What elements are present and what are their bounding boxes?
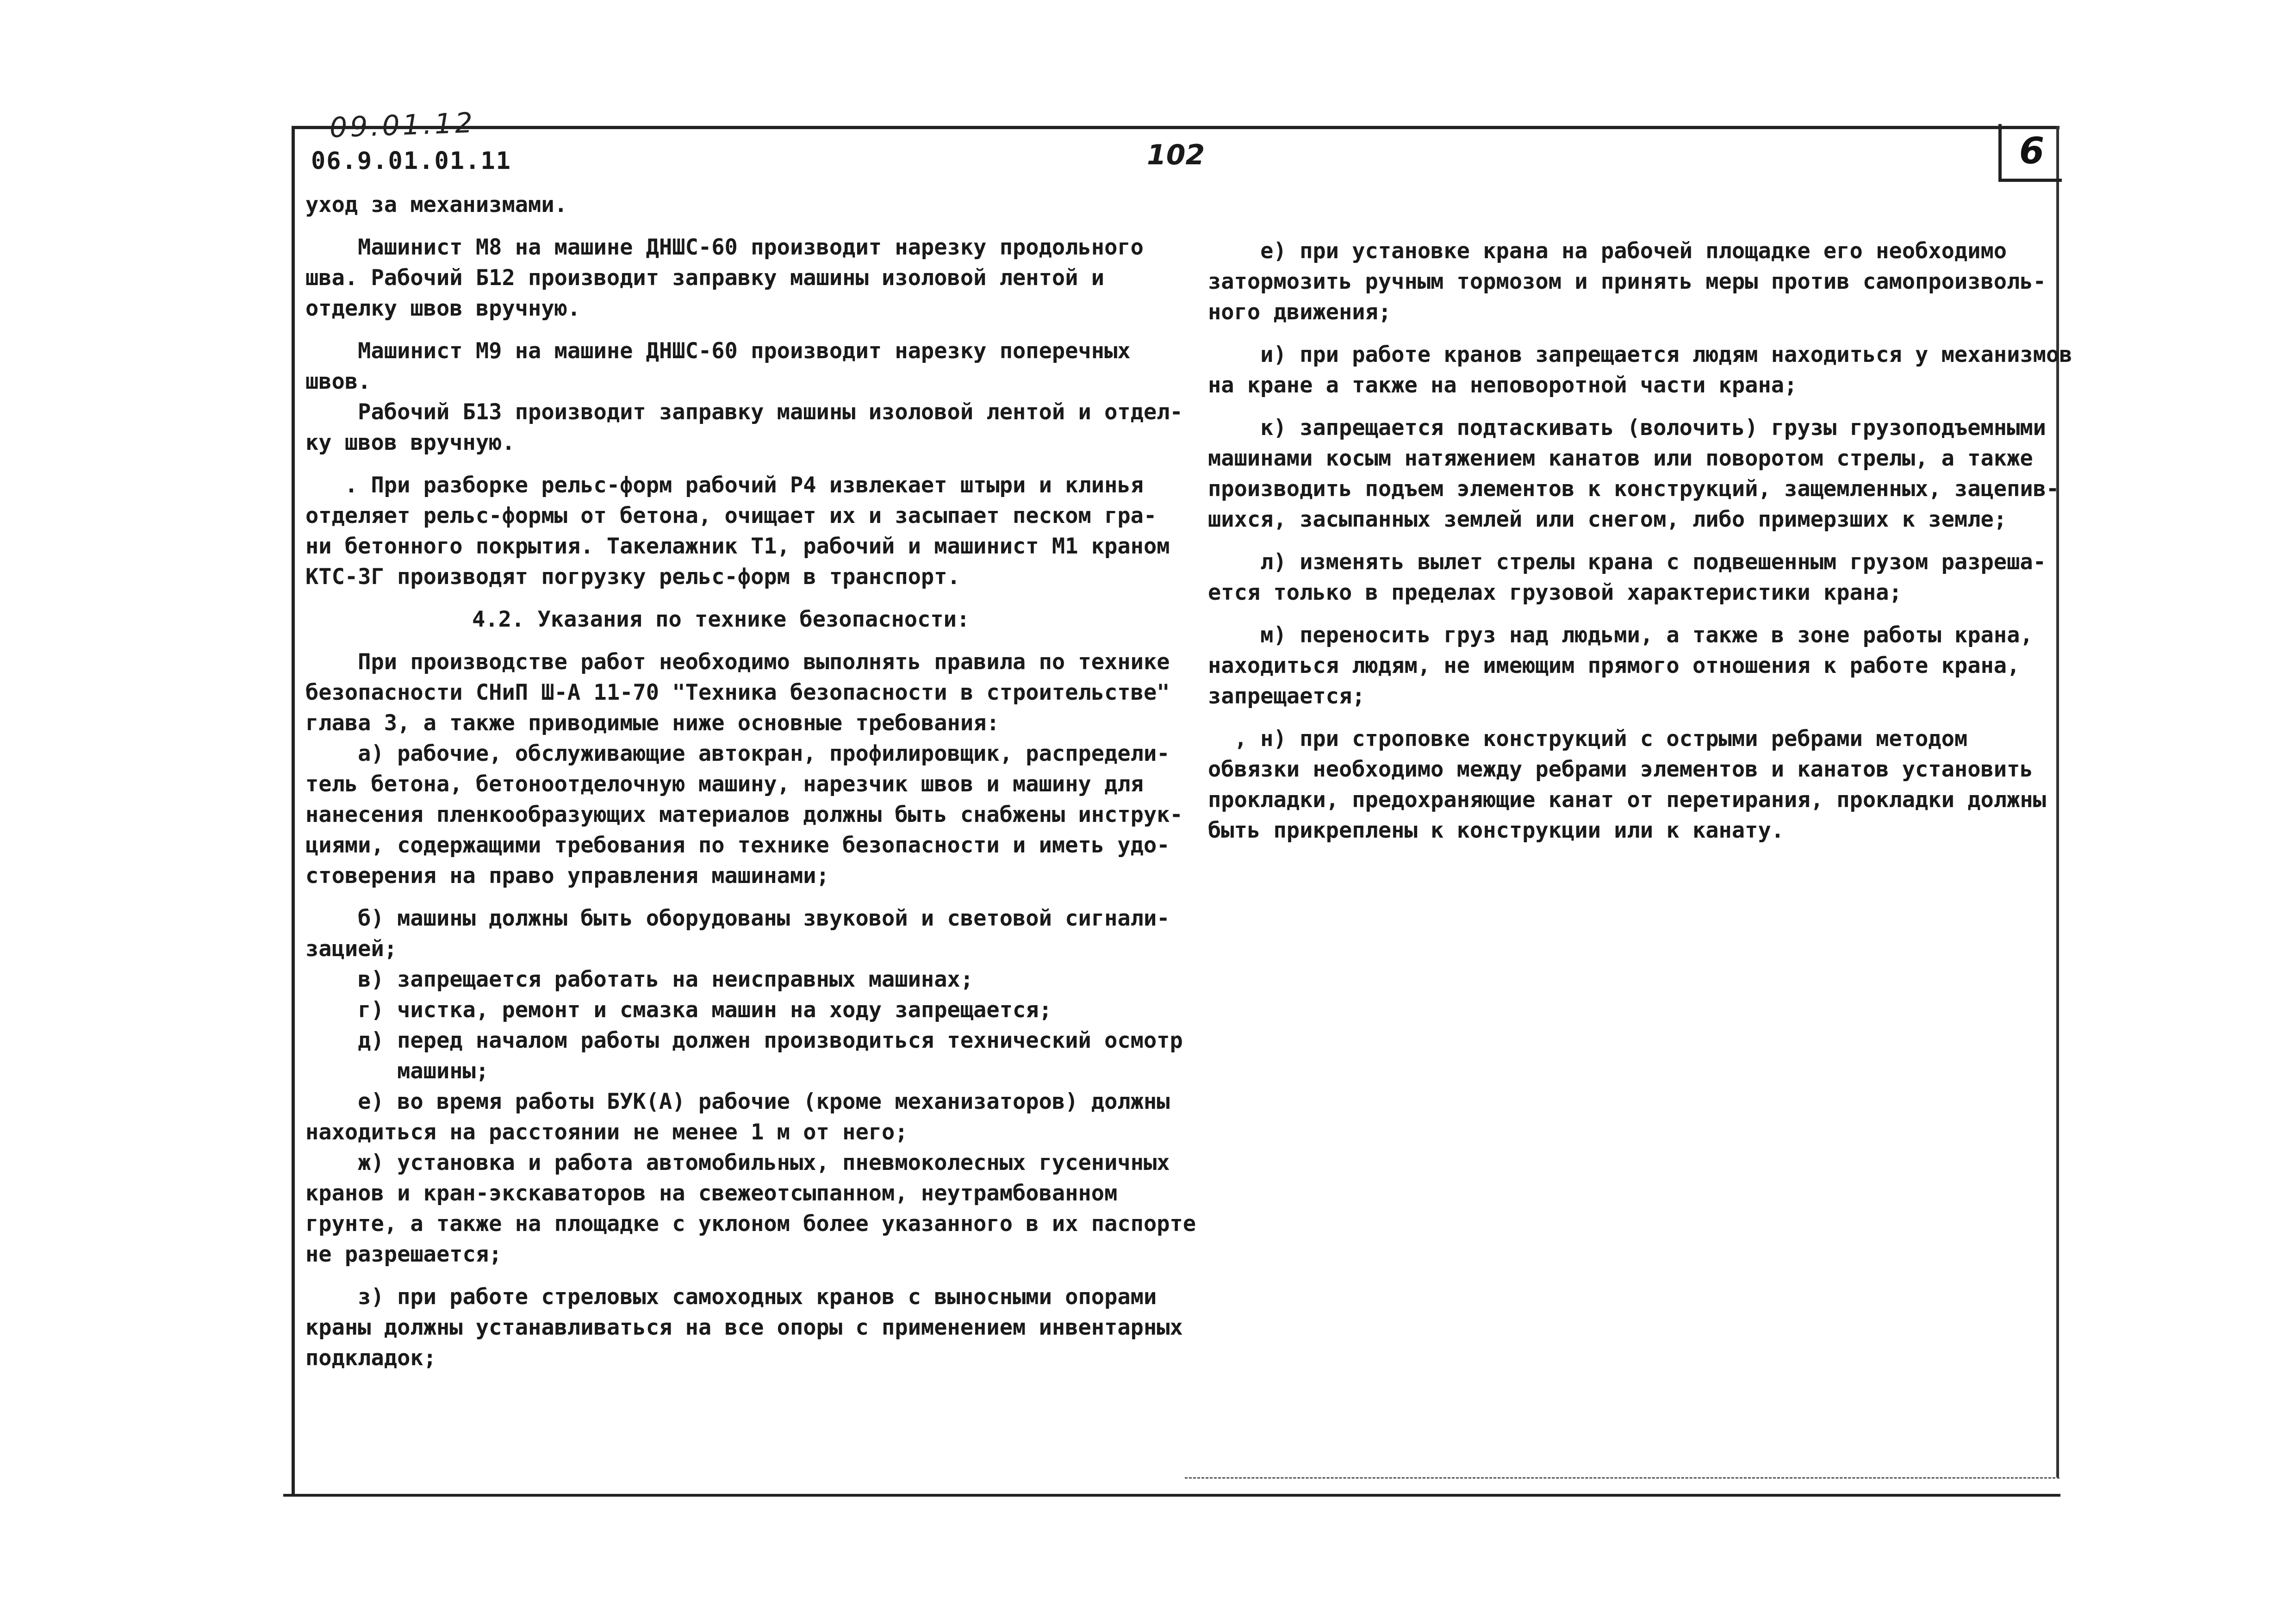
text-line: КТС-3Г производят погрузку рельс-форм в транспорт. <box>305 564 960 590</box>
text-line: а) рабочие, обслуживающие автокран, профилировщик, распредели- <box>305 741 1170 766</box>
text-line: отделяет рельс-формы от бетона, очищает их и засыпает песком гра- <box>305 503 1157 529</box>
text-line: ку швов вручную. <box>305 430 515 455</box>
text-line: прокладки, предохраняющие канат от перетирания, прокладки должны <box>1208 787 2046 813</box>
text-line: м) переносить груз над людьми, а также в зоне работы крана, <box>1208 622 2033 648</box>
text-line: краны должны устанавливаться на все опоры с применением инвентарных <box>305 1315 1183 1340</box>
paragraph-gap <box>1208 608 2055 620</box>
text-line: производить подъем элементов к конструкций, защемленных, зацепив- <box>1208 476 2060 502</box>
paragraph-gap <box>305 891 1185 903</box>
text-line: находиться на расстоянии не менее 1 м от него; <box>305 1119 908 1145</box>
paragraph-gap <box>305 1270 1185 1282</box>
text-line: ж) установка и работа автомобильных, пневмоколесных гусеничных <box>305 1150 1170 1175</box>
text-line: ется только в пределах грузовой характеристики крана; <box>1208 580 1902 605</box>
text-line: л) изменять вылет стрелы крана с подвешенным грузом разреша- <box>1208 549 2046 575</box>
frame-left-border <box>292 126 295 1496</box>
paragraph-gap <box>1208 401 2055 413</box>
text-line: машины; <box>305 1058 489 1084</box>
paragraph-gap <box>305 458 1185 470</box>
text-line: г) чистка, ремонт и смазка машин на ходу запрещается; <box>305 997 1052 1023</box>
text-line: уход за механизмами. <box>305 192 567 218</box>
sheet-number: 6 <box>2019 131 2045 172</box>
paragraph-gap <box>1208 328 2055 340</box>
right-text-column <box>1208 236 2072 846</box>
frame-right-border <box>2056 126 2059 1477</box>
text-line: быть прикреплены к конструкции или к канату. <box>1208 818 1785 843</box>
text-line: запрещается; <box>1208 684 1365 709</box>
text-line: грунте, а также на площадке с уклоном более указанного в их паспорте <box>305 1211 1196 1237</box>
text-line: глава 3, а также приводимые ниже основные требования: <box>305 710 1000 736</box>
text-line: шва. Рабочий Б12 производит заправку машины изоловой лентой и <box>305 265 1105 291</box>
paragraph-gap <box>305 592 1185 604</box>
frame-bottom-dashed-line <box>1185 1477 2060 1479</box>
paragraph-gap <box>305 635 1185 647</box>
paragraph-gap <box>305 324 1185 336</box>
left-text-column <box>305 190 1196 1374</box>
text-line: безопасности СНиП Ш-А 11-70 "Техника безопасности в строительстве" <box>305 680 1170 705</box>
document-code: 06.9.01.01.11 <box>311 147 511 175</box>
sheet-number-box <box>1998 124 2062 182</box>
paragraph-gap <box>305 220 1185 232</box>
text-line: Машинист М8 на машине ДНШС-60 производит нарезку продольного <box>305 235 1144 260</box>
text-line: е) во время работы БУК(А) рабочие (кроме механизаторов) должны <box>305 1089 1170 1114</box>
text-line: ни бетонного покрытия. Такелажник Т1, рабочий и машинист М1 краном <box>305 534 1170 559</box>
text-line: находиться людям, не имеющим прямого отношения к работе крана, <box>1208 653 2020 678</box>
text-line: машинами косым натяжением канатов или поворотом стрелы, а также <box>1208 446 2033 471</box>
text-line: , н) при строповке конструкций с острыми ребрами методом <box>1208 726 1968 752</box>
text-line: Машинист М9 на машине ДНШС-60 производит нарезку поперечных <box>305 338 1131 364</box>
text-line: тель бетона, бетоноотделочную машину, нарезчик швов и машину для <box>305 771 1144 797</box>
text-line: подкладок; <box>305 1345 436 1371</box>
text-line: и) при работе кранов запрещается людям находиться у механизмов <box>1208 342 2072 367</box>
text-line: ного движения; <box>1208 299 1392 325</box>
text-line: не разрешается; <box>305 1242 502 1267</box>
text-line: . При разборке рельс-форм рабочий Р4 извлекает штыри и клинья <box>305 473 1144 498</box>
section-heading: 4.2. Указания по технике безопасности: <box>472 607 970 632</box>
text-line: б) машины должны быть оборудованы звуковой и световой сигнали- <box>305 906 1170 931</box>
text-line: отделку швов вручную. <box>305 296 581 321</box>
text-line: зацией; <box>305 936 398 962</box>
text-line: д) перед началом работы должен производиться технический осмотр <box>305 1028 1183 1053</box>
text-line: нанесения пленкообразующих материалов должны быть снабжены инструк- <box>305 802 1183 827</box>
text-line: затормозить ручным тормозом и принять меры против самопроизволь- <box>1208 269 2046 294</box>
handwritten-code: 09.01.12 <box>329 106 476 144</box>
text-line: швов. <box>305 369 371 394</box>
text-line: на кране а также на неповоротной части крана; <box>1208 373 1798 398</box>
text-line: шихся, засыпанных землей или снегом, либо примерзших к земле; <box>1208 507 2007 532</box>
text-line: к) запрещается подтаскивать (волочить) грузы грузоподъемными <box>1208 415 2046 441</box>
text-line: При производстве работ необходимо выполнять правила по технике <box>305 649 1170 675</box>
text-line: кранов и кран-экскаваторов на свежеотсыпанном, неутрамбованном <box>305 1181 1118 1206</box>
text-line: з) при работе стреловых самоходных кранов с выносными опорами <box>305 1284 1157 1310</box>
text-line: стоверения на право управления машинами; <box>305 863 829 889</box>
text-line: е) при установке крана на рабочей площадке его необходимо <box>1208 238 2007 264</box>
frame-bottom-border <box>283 1494 2060 1497</box>
page-number: 102 <box>1147 139 1205 171</box>
text-line: обвязки необходимо между ребрами элементов и канатов установить <box>1208 757 2033 782</box>
text-line: в) запрещается работать на неисправных машинах; <box>305 967 974 992</box>
frame-top-border <box>292 126 2060 129</box>
text-line: циями, содержащими требования по технике безопасности и иметь удо- <box>305 833 1170 858</box>
paragraph-gap <box>1208 712 2055 724</box>
paragraph-gap <box>1208 535 2055 547</box>
text-line: Рабочий Б13 производит заправку машины изоловой лентой и отдел- <box>305 399 1183 425</box>
